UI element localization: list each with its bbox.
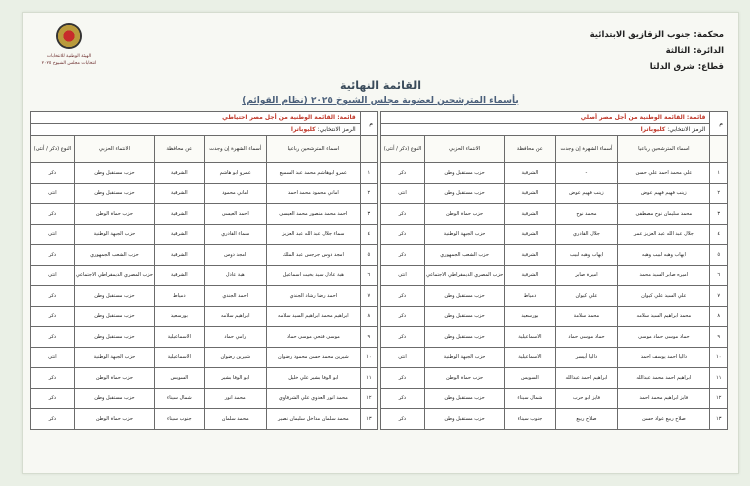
candidate-name: احمد محمد منصور محمد العيسى xyxy=(266,204,360,225)
governorate: الاسماعيلية xyxy=(505,347,555,368)
col-gov-header: عن محافظة xyxy=(155,136,205,163)
gender: ذكر xyxy=(31,245,75,266)
table-row xyxy=(31,245,378,266)
candidate-name: هبة عادل سيد بخيت اسماعيل xyxy=(266,265,360,286)
gender: ذكر xyxy=(31,388,75,409)
candidate-name: صلاح ربيع عواد حسن xyxy=(618,409,710,430)
col-num-header: م xyxy=(710,112,728,136)
alias-name: جلال القادري xyxy=(555,224,618,245)
gender: ذكر xyxy=(31,327,75,348)
col-party-header: الانتماء الحزبي xyxy=(74,136,154,163)
candidate-name: داليا احمد يوسف احمد xyxy=(618,347,710,368)
list-name-cell: قائمة: القائمة الوطنية من أجل مصر أصلي xyxy=(381,112,710,124)
gender: ذكر xyxy=(31,368,75,389)
candidate-name: ايهاب وهبه لبيب وهبه xyxy=(618,245,710,266)
col-gender-header: النوع (ذكر / أنثى) xyxy=(31,136,75,163)
row-number: ٧ xyxy=(360,286,377,307)
governorate: السويس xyxy=(505,368,555,389)
party: حزب مستقبل وطن xyxy=(74,388,154,409)
gender: انثى xyxy=(381,183,425,204)
col-gov-header: عن محافظة xyxy=(505,136,555,163)
table-row xyxy=(381,224,728,245)
governorate: الشرقية xyxy=(505,245,555,266)
logo xyxy=(41,23,97,81)
table-caption-row xyxy=(31,112,378,124)
candidate-name: محمد انور العدوي علي الشرقاوي xyxy=(266,388,360,409)
party: حزب المصري الديمقراطي الاجتماعي xyxy=(424,265,504,286)
col-name-header: اسماء المترشحين رباعيا xyxy=(618,136,710,163)
row-number: ١٣ xyxy=(710,409,728,430)
court-line: محكمة: جنوب الزقازيق الابتدائية xyxy=(589,30,724,40)
candidate-name: امجد دوس جرجس عبد الملك xyxy=(266,245,360,266)
gender: ذكر xyxy=(381,286,425,307)
party: حزب حماة الوطن xyxy=(424,204,504,225)
gender: انثى xyxy=(31,183,75,204)
party: حزب مستقبل وطن xyxy=(74,306,154,327)
alias-name: شيرين رضوان xyxy=(204,347,266,368)
candidate-name: عمرو ابوهاشم محمد عبد السميع xyxy=(266,163,360,184)
table-row xyxy=(31,368,378,389)
alias-name: امجد دوس xyxy=(204,245,266,266)
party: حزب الجبهة الوطنية xyxy=(424,224,504,245)
candidate-name: موسى فتحي موسى حماد xyxy=(266,327,360,348)
list-name-cell: قائمة: القائمة الوطنية من أجل مصر احتياطي xyxy=(31,112,361,124)
party: حزب مستقبل وطن xyxy=(424,286,504,307)
governorate: الاسماعيلية xyxy=(155,347,205,368)
gender: ذكر xyxy=(381,163,425,184)
gender: انثى xyxy=(381,347,425,368)
party: حزب مستقبل وطن xyxy=(74,163,154,184)
candidate-name: اميره صابر السيد محمد xyxy=(618,265,710,286)
candidate-name: سماء جلال عبد الله عبد العزيز xyxy=(266,224,360,245)
alias-name: اميرة صابر xyxy=(555,265,618,286)
alias-name: محمد سلمان xyxy=(204,409,266,430)
alias-name: ابراهيم احمد عبدالله xyxy=(555,368,618,389)
governorate: الشرقية xyxy=(505,265,555,286)
table-row xyxy=(381,368,728,389)
table-row xyxy=(381,286,728,307)
party: حزب مستقبل وطن xyxy=(424,163,504,184)
gender: ذكر xyxy=(381,224,425,245)
candidate-name: محمد ابراهيم السيد سلامه xyxy=(618,306,710,327)
party: حزب الجبهة الوطنية xyxy=(424,347,504,368)
row-number: ٩ xyxy=(360,327,377,348)
alias-name: زينب فهيم عوض xyxy=(555,183,618,204)
row-number: ١٠ xyxy=(360,347,377,368)
gender: ذكر xyxy=(381,327,425,348)
party: حزب الجبهة الوطنية xyxy=(74,224,154,245)
primary-list-table xyxy=(380,111,728,430)
table-row xyxy=(31,286,378,307)
governorate: الشرقية xyxy=(505,224,555,245)
gender: ذكر xyxy=(381,409,425,430)
governorate: بورسعيد xyxy=(505,306,555,327)
table-row xyxy=(31,163,378,184)
gender: ذكر xyxy=(381,204,425,225)
party: حزب مستقبل وطن xyxy=(424,388,504,409)
gender: ذكر xyxy=(381,245,425,266)
table-row xyxy=(31,265,378,286)
table-caption-row xyxy=(381,112,728,124)
alias-name: محمد سلامة xyxy=(555,306,618,327)
party: حزب حماة الوطن xyxy=(74,204,154,225)
party: حزب مستقبل وطن xyxy=(424,183,504,204)
table-symbol-row xyxy=(381,124,728,136)
alias-name: احمد العيسى xyxy=(204,204,266,225)
row-number: ٢ xyxy=(360,183,377,204)
table-row xyxy=(381,409,728,430)
candidate-name: شيرين محمد حسن محمود رضوان xyxy=(266,347,360,368)
governorate: الشرقية xyxy=(155,204,205,225)
gender: ذكر xyxy=(381,368,425,389)
alias-name: صلاح ربيع xyxy=(555,409,618,430)
governorate: الاسماعيلية xyxy=(155,327,205,348)
governorate: الشرقية xyxy=(155,224,205,245)
row-number: ٦ xyxy=(360,265,377,286)
alias-name: حماد موسى حماد xyxy=(555,327,618,348)
governorate: بورسعيد xyxy=(155,306,205,327)
candidate-name: ابو الوفا بشير علي خليل xyxy=(266,368,360,389)
alias-name: ايهاب وهبه لبيب xyxy=(555,245,618,266)
alias-name: فايز ابو حرب xyxy=(555,388,618,409)
gender: انثى xyxy=(31,224,75,245)
party: حزب حماة الوطن xyxy=(74,368,154,389)
gender: ذكر xyxy=(31,286,75,307)
table-row xyxy=(381,204,728,225)
party: حزب مستقبل وطن xyxy=(74,327,154,348)
table-row xyxy=(381,183,728,204)
governorate: الشرقية xyxy=(155,163,205,184)
gender: ذكر xyxy=(31,204,75,225)
gender: انثى xyxy=(31,265,75,286)
reserve-list-table xyxy=(30,111,378,430)
page-subtitle: بأسماء المترشحين لعضوية مجلس الشيوخ ٢٠٢٥ (نظام القوائم) xyxy=(242,96,519,106)
sector-line: قطاع: شرق الدلتا xyxy=(649,62,724,72)
table-header-row xyxy=(31,136,378,163)
page-title: القائمة النهائية xyxy=(339,79,422,92)
row-number: ١٢ xyxy=(710,388,728,409)
row-number: ٤ xyxy=(360,224,377,245)
table-row xyxy=(31,224,378,245)
alias-name: رامي حماد xyxy=(204,327,266,348)
col-alias-header: أسماء الشهرة إن وجدت xyxy=(555,136,618,163)
circuit-line: الدائرة: الثالثة xyxy=(665,46,724,56)
party: حزب المصري الديمقراطي الاجتماعي xyxy=(74,265,154,286)
governorate: السويس xyxy=(155,368,205,389)
party: حزب الجبهة الوطنية xyxy=(74,347,154,368)
party: حزب حماة الوطن xyxy=(424,368,504,389)
gender: ذكر xyxy=(381,306,425,327)
table-header-row xyxy=(381,136,728,163)
candidate-name: محمد سليمان نوح مصطفى xyxy=(618,204,710,225)
governorate: شمال سيناء xyxy=(155,388,205,409)
governorate: الشرقية xyxy=(505,183,555,204)
logo-caption: الهيئة الوطنية للانتخابات انتخابات مجلس الشيوخ ٢٠٢٥ xyxy=(41,54,97,66)
gender: انثى xyxy=(381,265,425,286)
party: حزب مستقبل وطن xyxy=(424,409,504,430)
alias-name: داليا أبيسر xyxy=(555,347,618,368)
col-party-header: الانتماء الحزبي xyxy=(424,136,504,163)
gender: انثى xyxy=(31,347,75,368)
row-number: ٣ xyxy=(360,204,377,225)
alias-name: محمد نوح xyxy=(555,204,618,225)
alias-name: عمرو ابو هاشم xyxy=(204,163,266,184)
symbol-cell: الرمز الانتخابي: كليوباترا xyxy=(381,124,710,136)
party: حزب مستقبل وطن xyxy=(74,286,154,307)
row-number: ٥ xyxy=(360,245,377,266)
gender: ذكر xyxy=(381,388,425,409)
alias-name: محمد انور xyxy=(204,388,266,409)
row-number: ٥ xyxy=(710,245,728,266)
table-row xyxy=(31,327,378,348)
governorate: الاسماعيلية xyxy=(505,327,555,348)
party: حزب حماة الوطن xyxy=(74,409,154,430)
table-row xyxy=(381,306,728,327)
alias-name: علي كيوان xyxy=(555,286,618,307)
alias-name: احمد الجندي xyxy=(204,286,266,307)
row-number: ١٣ xyxy=(360,409,377,430)
alias-name: - xyxy=(555,163,618,184)
gender: ذكر xyxy=(31,306,75,327)
party: حزب مستقبل وطن xyxy=(424,327,504,348)
table-row xyxy=(31,306,378,327)
governorate: الشرقية xyxy=(155,265,205,286)
alias-name: اماني محمود xyxy=(204,183,266,204)
alias-name: هبة عادل xyxy=(204,265,266,286)
candidate-name: محمد سلمان مداخل سليمان نصير xyxy=(266,409,360,430)
governorate: شمال سيناء xyxy=(505,388,555,409)
row-number: ٧ xyxy=(710,286,728,307)
table-row xyxy=(381,327,728,348)
row-number: ٩ xyxy=(710,327,728,348)
governorate: الشرقية xyxy=(505,163,555,184)
candidate-name: ابراهيم محمد ابراهيم السيد سلامه xyxy=(266,306,360,327)
governorate: دمياط xyxy=(505,286,555,307)
row-number: ١٠ xyxy=(710,347,728,368)
row-number: ١٢ xyxy=(360,388,377,409)
party: حزب الشعب الجمهوري xyxy=(74,245,154,266)
candidate-name: حماد موسى حماد موسى xyxy=(618,327,710,348)
col-num-header: م xyxy=(360,112,377,136)
governorate: الشرقية xyxy=(505,204,555,225)
table-row xyxy=(381,347,728,368)
row-number: ١ xyxy=(710,163,728,184)
table-row xyxy=(31,183,378,204)
row-number: ١ xyxy=(360,163,377,184)
alias-name: ابو الوفا بشير xyxy=(204,368,266,389)
gender: ذكر xyxy=(31,409,75,430)
table-symbol-row xyxy=(31,124,378,136)
row-number: ٨ xyxy=(710,306,728,327)
table-row xyxy=(31,388,378,409)
candidate-name: علي محمد احمد علي حسن xyxy=(618,163,710,184)
alias-name: ابراهيم سلامه xyxy=(204,306,266,327)
candidate-name: ابراهيم احمد محمد عبدالله xyxy=(618,368,710,389)
table-row xyxy=(31,204,378,225)
governorate: الشرقية xyxy=(155,245,205,266)
governorate: الشرقية xyxy=(155,183,205,204)
party: حزب الشعب الجمهوري xyxy=(424,245,504,266)
row-number: ٤ xyxy=(710,224,728,245)
governorate: جنوب سيناء xyxy=(505,409,555,430)
governorate: جنوب سيناء xyxy=(155,409,205,430)
candidate-name: فايز ابراهيم محمد احمد xyxy=(618,388,710,409)
header-info xyxy=(544,27,724,75)
emblem-icon xyxy=(56,23,82,49)
governorate: دمياط xyxy=(155,286,205,307)
table-row xyxy=(381,265,728,286)
row-number: ٣ xyxy=(710,204,728,225)
candidate-name: احمد رضا رشاد الجندي xyxy=(266,286,360,307)
candidate-name: اماني محمود محمد احمد xyxy=(266,183,360,204)
row-number: ٦ xyxy=(710,265,728,286)
row-number: ١١ xyxy=(710,368,728,389)
col-name-header: اسماء المترشحين رباعيا xyxy=(266,136,360,163)
table-row xyxy=(31,409,378,430)
row-number: ٢ xyxy=(710,183,728,204)
party: حزب مستقبل وطن xyxy=(74,183,154,204)
table-row xyxy=(381,388,728,409)
candidate-name: علي السيد علي كيوان xyxy=(618,286,710,307)
symbol-cell: الرمز الانتخابي: كليوباترا xyxy=(31,124,361,136)
row-number: ٨ xyxy=(360,306,377,327)
candidate-name: جلال عبد الله عبد العزيز عمر xyxy=(618,224,710,245)
alias-name: سماء القادري xyxy=(204,224,266,245)
table-row xyxy=(381,245,728,266)
candidate-name: زينب فهيم فهيم عوض xyxy=(618,183,710,204)
table-row xyxy=(31,347,378,368)
row-number: ١١ xyxy=(360,368,377,389)
col-alias-header: أسماء الشهرة إن وجدت xyxy=(204,136,266,163)
party: حزب مستقبل وطن xyxy=(424,306,504,327)
col-gender-header: النوع (ذكر / أنثى) xyxy=(381,136,425,163)
gender: ذكر xyxy=(31,163,75,184)
table-row xyxy=(381,163,728,184)
